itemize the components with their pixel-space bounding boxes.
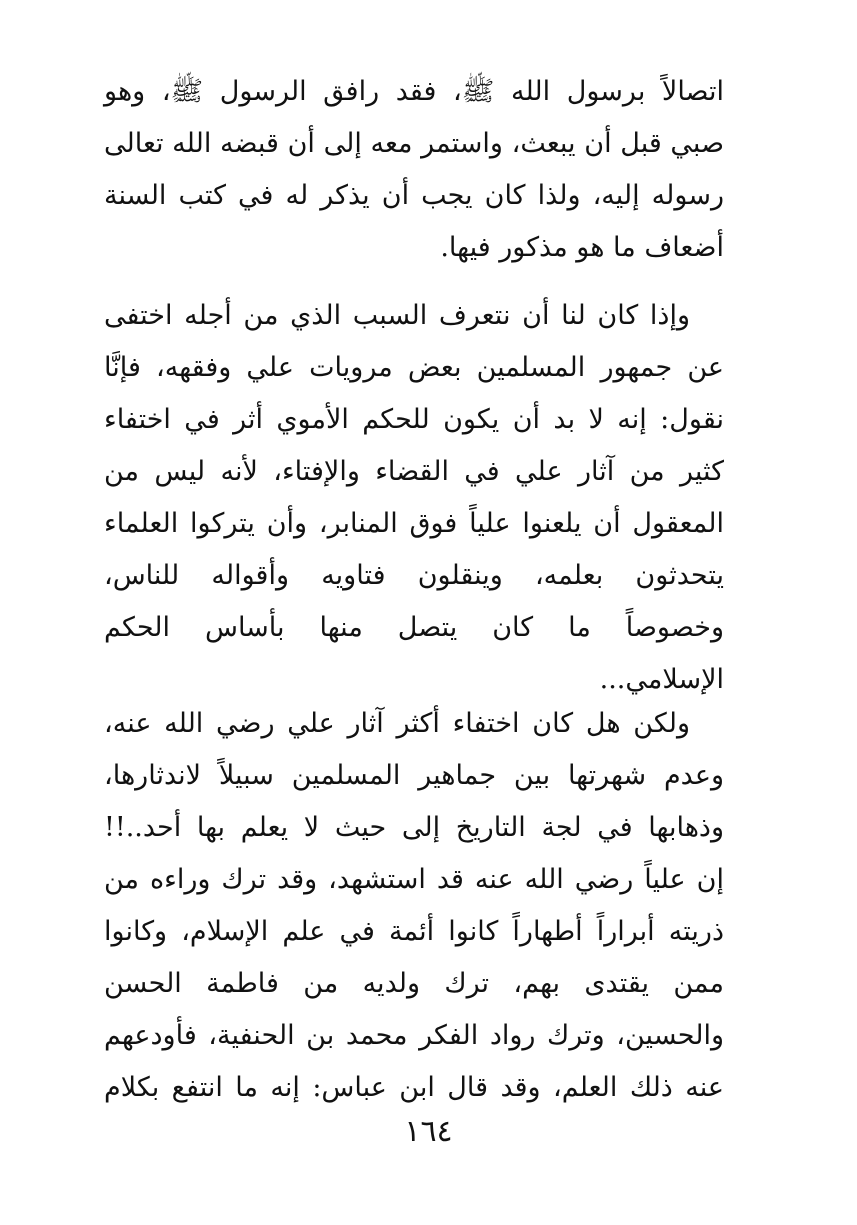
text-line: وإذا كان لنا أن نتعرف السبب الذي من أجله اختفى	[104, 300, 690, 331]
text-line: المعقول أن يلعنوا علياً فوق المنابر، وأن يتركوا العلماء	[104, 508, 724, 539]
text-line: وذهابها في لجة التاريخ إلى حيث لا يعلم بها أحد..!!	[104, 812, 724, 843]
text-line: ولكن هل كان اختفاء أكثر آثار علي رضي الله عنه،	[104, 708, 690, 739]
paragraph-1	[104, 66, 724, 274]
text-line: وخصوصاً ما كان يتصل منها بأساس الحكم	[104, 612, 724, 643]
text-line: ذريته أبراراً أطهاراً كانوا أئمة في علم الإسلام، وكانوا	[104, 916, 724, 947]
text-line: والحسين، وترك رواد الفكر محمد بن الحنفية، فأودعهم	[104, 1020, 724, 1051]
paragraph-3	[104, 698, 724, 1114]
text-line: كثير من آثار علي في القضاء والإفتاء، لأنه ليس من	[104, 456, 724, 487]
text-line: وعدم شهرتها بين جماهير المسلمين سبيلاً لاندثارها،	[104, 760, 724, 791]
text-line: أضعاف ما هو مذكور فيها.	[440, 232, 724, 263]
text-line: الإسلامي...	[599, 664, 724, 695]
text-line: إن علياً رضي الله عنه قد استشهد، وقد ترك وراءه من	[104, 864, 724, 895]
text-line: عنه ذلك العلم، وقد قال ابن عباس: إنه ما انتفع بكلام	[104, 1072, 724, 1103]
text-line: اتصالاً برسول الله ﷺ، فقد رافق الرسول ﷺ، وهو	[104, 76, 724, 107]
page-number: ١٦٤	[404, 1114, 453, 1149]
text-line: عن جمهور المسلمين بعض مرويات علي وفقهه، فإنَّا	[104, 352, 724, 383]
paragraph-2	[104, 290, 724, 706]
text-line: صبي قبل أن يبعث، واستمر معه إلى أن قبضه الله تعالى	[104, 128, 724, 159]
text-line: رسوله إليه، ولذا كان يجب أن يذكر له في كتب السنة	[104, 180, 724, 211]
text-line: يتحدثون بعلمه، وينقلون فتاويه وأقواله للناس،	[104, 560, 724, 591]
text-line: ممن يقتدى بهم، ترك ولديه من فاطمة الحسن	[104, 968, 724, 999]
text-line: نقول: إنه لا بد أن يكون للحكم الأموي أثر في اختفاء	[104, 404, 724, 435]
